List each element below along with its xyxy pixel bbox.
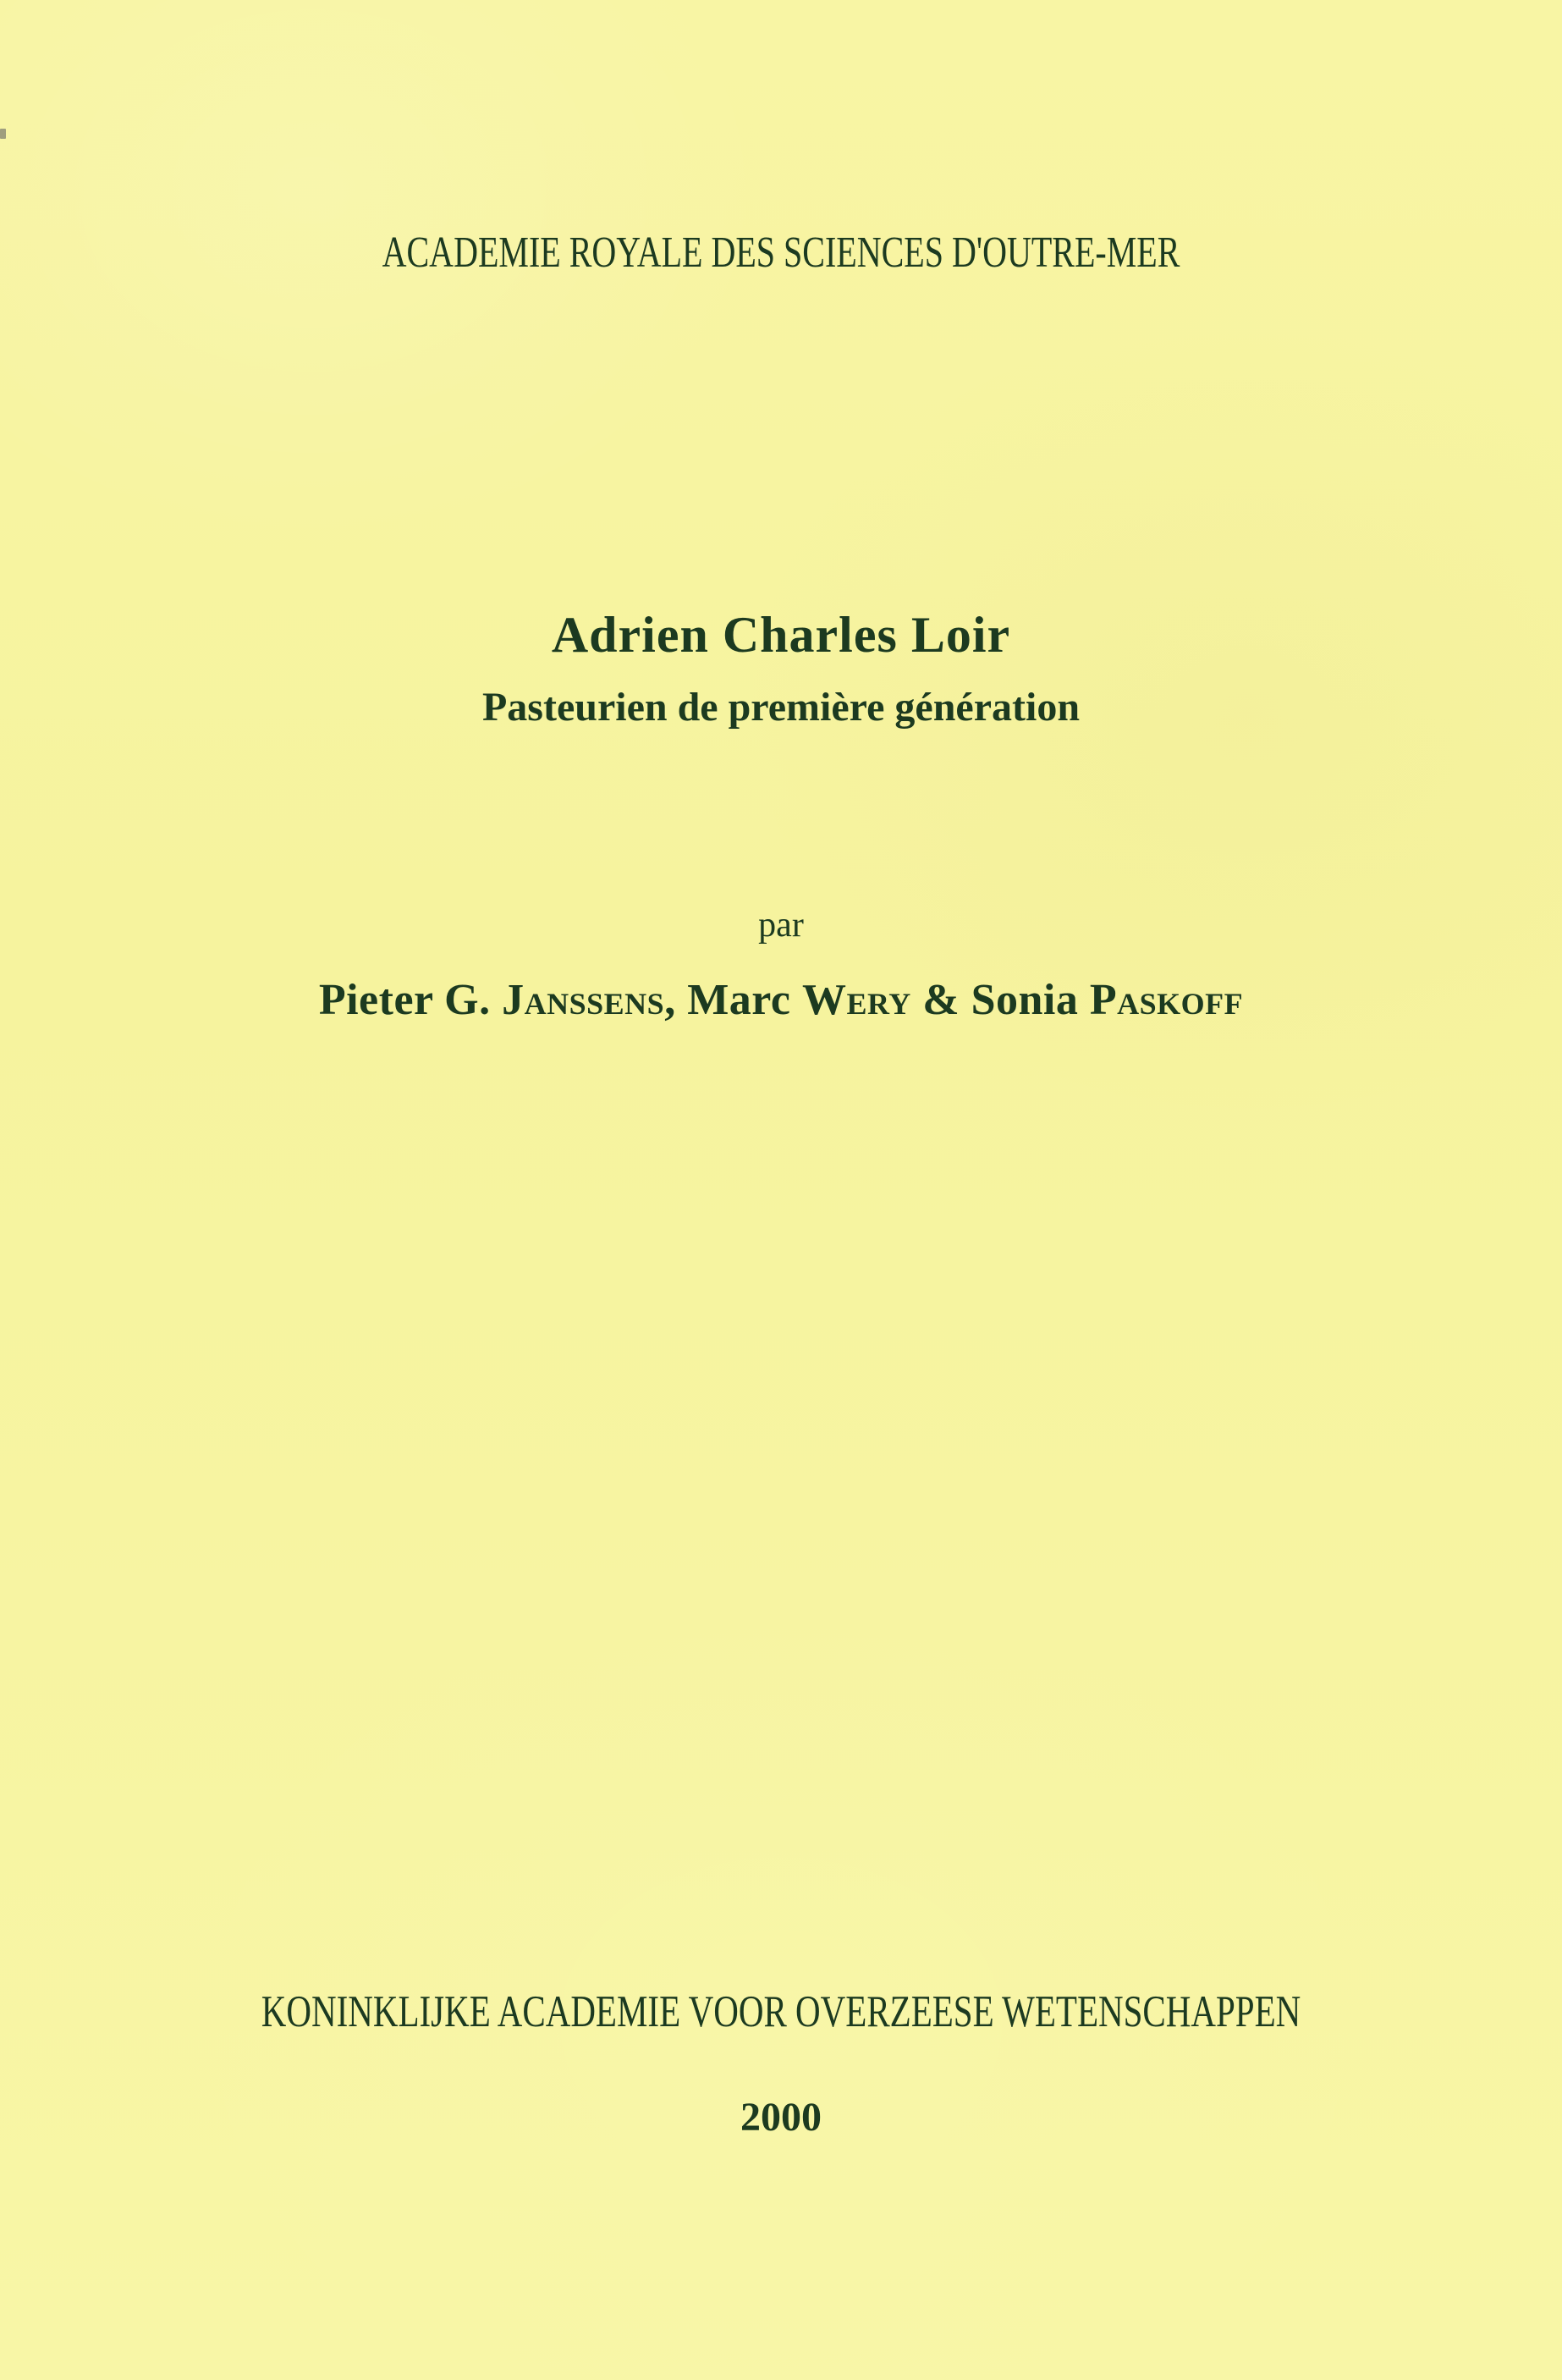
book-title: Adrien Charles Loir [551, 607, 1011, 663]
author-surname: Paskoff [1089, 976, 1244, 1024]
authors-line [0, 978, 1562, 1022]
author-surname: Wery [802, 976, 911, 1024]
institution-header [0, 227, 1562, 277]
scan-artifact-speck [0, 129, 6, 139]
book-subtitle: Pasteurien de première génération [481, 685, 1081, 730]
publisher-line [0, 1985, 1562, 2036]
author-surname: Janssens [502, 976, 665, 1024]
author-segment: Pieter G. [318, 976, 503, 1024]
publisher-text: KONINKLIJKE ACADEMIE VOOR OVERZEESE WETENSCHAPPEN [261, 1985, 1301, 2036]
institution-header-text: ACADEMIE ROYALE DES SCIENCES D'OUTRE-MER [382, 227, 1180, 277]
author-segment: , Marc [664, 976, 803, 1024]
byline-par-label: par [758, 906, 804, 945]
author-segment: & Sonia [910, 976, 1090, 1024]
publication-year: 2000 [740, 2095, 822, 2140]
